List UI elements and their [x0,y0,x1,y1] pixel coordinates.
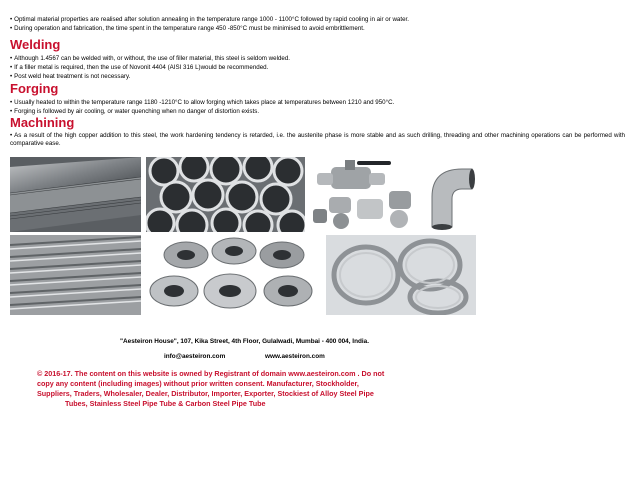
steel-sheets-illustration [10,157,141,232]
copyright-notice [37,369,432,409]
welding-bullet-2: • If a filler metal is required, then the use of Novonit 4404 (AISI 316 L)would be recommended. [10,64,269,71]
welding-bullet-1: • Although 1.4567 can be welded with, or without, the use of filler material, this steel is seldom welded. [10,55,291,62]
forging-bullet-2: • Forging is followed by air cooling, or water quenching when no danger of distortion exists. [10,108,260,115]
forged-flanges-image [146,235,321,315]
round-bars-image [10,235,141,315]
bullet-dot: • [10,99,13,106]
steel-pipes-illustration [146,157,305,232]
bullet-dot: • [10,16,13,23]
footer-address: "Aesteiron House", 107, Kika Street, 4th Floor, Gulalwadi, Mumbai - 400 004, India. [120,338,369,345]
bullet-dot: • [10,25,13,32]
copyright-line: copy any content (including images) without prior written consent. Manufacturer, Stockholder, [37,379,359,388]
welding-heading: Welding [10,37,61,52]
elbow-fitting-illustration [424,157,476,232]
copyright-line: Suppliers, Traders, Wholesaler, Dealer, Distributor, Importer, Exporter, Stockiest of Alloy Steel Pipe [37,389,374,398]
steel-sheets-image [10,157,141,232]
bullet-dot: • [10,73,13,80]
machining-heading: Machining [10,115,75,130]
copyright-line: Tubes, Stainless Steel Pipe Tube & Carbon Steel Pipe Tube [65,399,266,408]
bullet-dot: • [10,64,13,71]
wire-coils-image [326,235,476,315]
steel-pipes-image [146,157,305,232]
bullet-dot: • [10,55,13,62]
valves-fittings-image [309,157,420,232]
welding-bullet-3: • Post weld heat treatment is not necessary. [10,73,131,80]
forging-bullet-1: • Usually heated to within the temperature range 1180 -1210°C to allow forging which takes place at temperatures between 1210 and 950°C. [10,99,395,106]
machining-bullet-1: • As a result of the high copper addition to this steel, the work hardening tendency is retarded, i.e. the austenite phase is more stable and as such drilling, threading and other machining operations can be performed with comparative ease. [10,132,625,147]
annealing-bullet-2: • During operation and fabrication, the time spent in the temperature range 450 -850°C must be minimised to avoid embrittlement. [10,25,365,32]
valves-fittings-illustration [309,157,420,232]
annealing-bullet-1: • Optimal material properties are realised after solution annealing in the temperature range 1000 - 1100°C followed by rapid cooling in air or water. [10,16,409,23]
bullet-dot: • [10,132,13,139]
round-bars-illustration [10,235,141,315]
bullet-dot: • [10,108,13,115]
footer-website[interactable]: www.aesteiron.com [265,353,325,360]
elbow-fitting-image [424,157,476,232]
forging-heading: Forging [10,81,59,96]
copyright-line: © 2016-17. The content on this website is owned by Registrant of domain www.aesteiron.com . Do not [37,369,385,378]
forged-flanges-illustration [146,235,321,315]
footer-email[interactable]: info@aesteiron.com [164,353,226,360]
wire-coils-illustration [326,235,476,315]
